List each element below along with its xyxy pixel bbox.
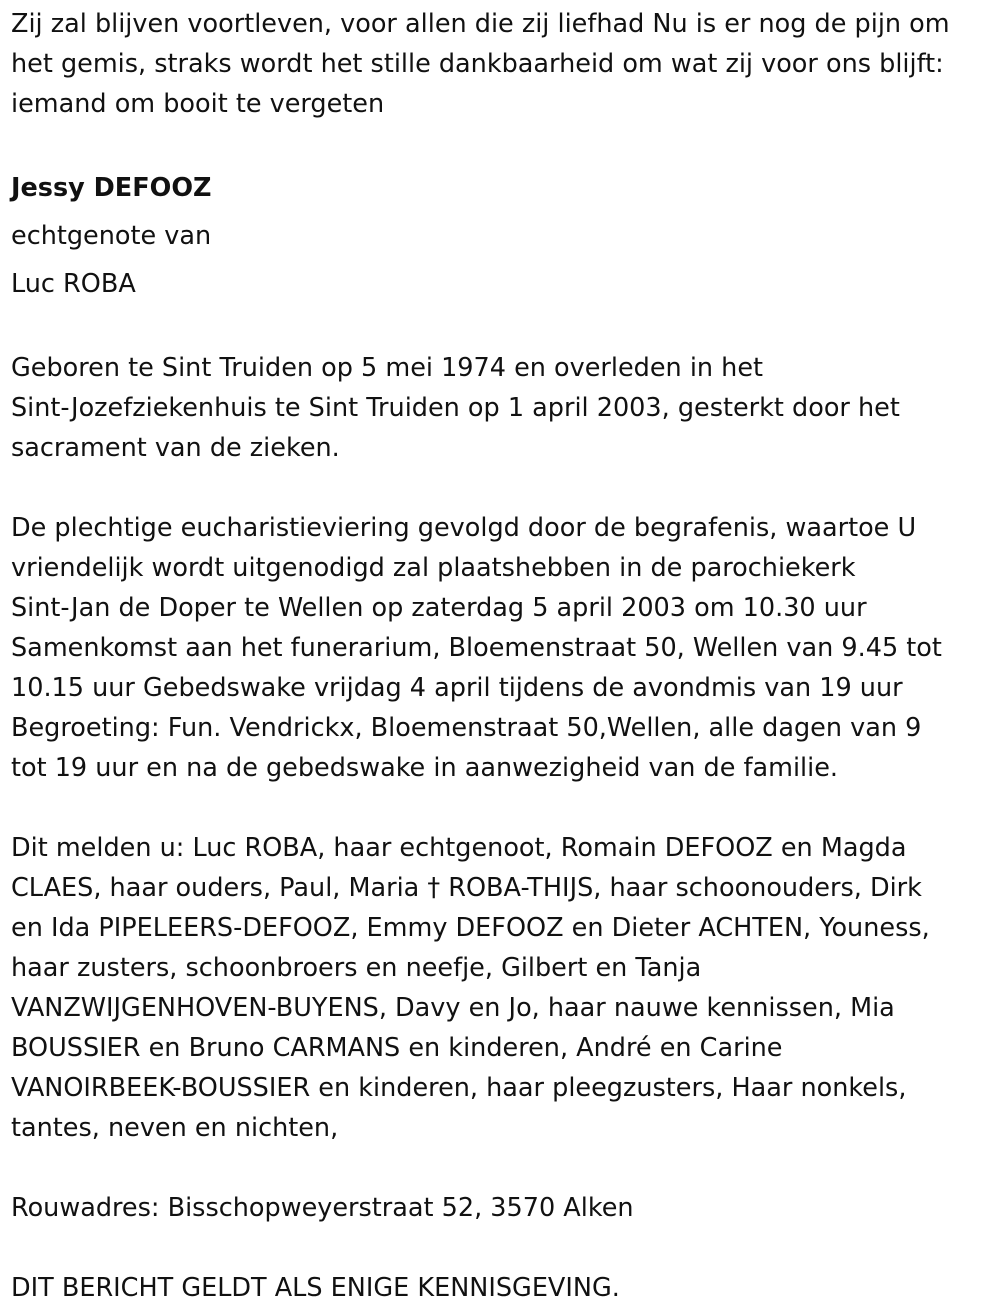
family-line: haar zusters, schoonbroers en neefje, Gilbert en Tanja [11,953,702,983]
intro-line: iemand om booit te vergeten [11,89,385,119]
deceased-name: Jessy DEFOOZ [11,173,212,203]
address-paragraph [11,1188,993,1228]
family-line: VANZWIJGENHOVEN-BUYENS, Davy en Jo, haar nauwe kennissen, Mia [11,993,895,1023]
intro-paragraph [11,4,993,124]
family-line: Dit melden u: Luc ROBA, haar echtgenoot, Romain DEFOOZ en Magda [11,833,907,863]
intro-line: het gemis, straks wordt het stille dankbaarheid om wat zij voor ons blijft: [11,49,944,79]
ceremony-paragraph [11,508,993,788]
family-line: tantes, neven en nichten, [11,1113,339,1143]
ceremony-line: 10.15 uur Gebedswake vrijdag 4 april tijdens de avondmis van 19 uur [11,673,903,703]
family-line: en Ida PIPELEERS-DEFOOZ, Emmy DEFOOZ en Dieter ACHTEN, Youness, [11,913,930,943]
spacer [11,308,993,348]
deceased-block [11,164,993,308]
notice-text: DIT BERICHT GELDT ALS ENIGE KENNISGEVING. [11,1273,620,1303]
ceremony-line: Samenkomst aan het funerarium, Bloemenstraat 50, Wellen van 9.45 tot [11,633,942,663]
spacer [11,1228,993,1268]
family-line: CLAES, haar ouders, Paul, Maria † ROBA-THIJS, haar schoonouders, Dirk [11,873,922,903]
birth-death-line: Geboren te Sint Truiden op 5 mei 1974 en overleden in het [11,353,764,383]
ceremony-line: Begroeting: Fun. Vendrickx, Bloemenstraat 50,Wellen, alle dagen van 9 [11,713,922,743]
birth-death-line: sacrament van de zieken. [11,433,340,463]
birth-death-line: Sint-Jozefziekenhuis te Sint Truiden op 1 april 2003, gesterkt door het [11,393,900,423]
spacer [11,124,993,164]
family-line: BOUSSIER en Bruno CARMANS en kinderen, André en Carine [11,1033,783,1063]
ceremony-line: De plechtige eucharistieviering gevolgd door de begrafenis, waartoe U [11,513,917,543]
ceremony-line: tot 19 uur en na de gebedswake in aanwezigheid van de familie. [11,753,839,783]
spouse-name: Luc ROBA [11,269,136,299]
relation-text: echtgenote van [11,221,212,251]
obituary-document [11,4,993,1308]
ceremony-line: vriendelijk wordt uitgenodigd zal plaatshebben in de parochiekerk [11,553,856,583]
spacer [11,1148,993,1188]
mourning-address: Rouwadres: Bisschopweyerstraat 52, 3570 Alken [11,1193,634,1223]
family-paragraph [11,828,993,1148]
birth-death-paragraph [11,348,993,468]
ceremony-line: Sint-Jan de Doper te Wellen op zaterdag 5 april 2003 om 10.30 uur [11,593,867,623]
spacer [11,788,993,828]
notice-paragraph [11,1268,993,1308]
intro-line: Zij zal blijven voortleven, voor allen die zij liefhad Nu is er nog de pijn om [11,9,950,39]
spacer [11,468,993,508]
family-line: VANOIRBEEK-BOUSSIER en kinderen, haar pleegzusters, Haar nonkels, [11,1073,907,1103]
